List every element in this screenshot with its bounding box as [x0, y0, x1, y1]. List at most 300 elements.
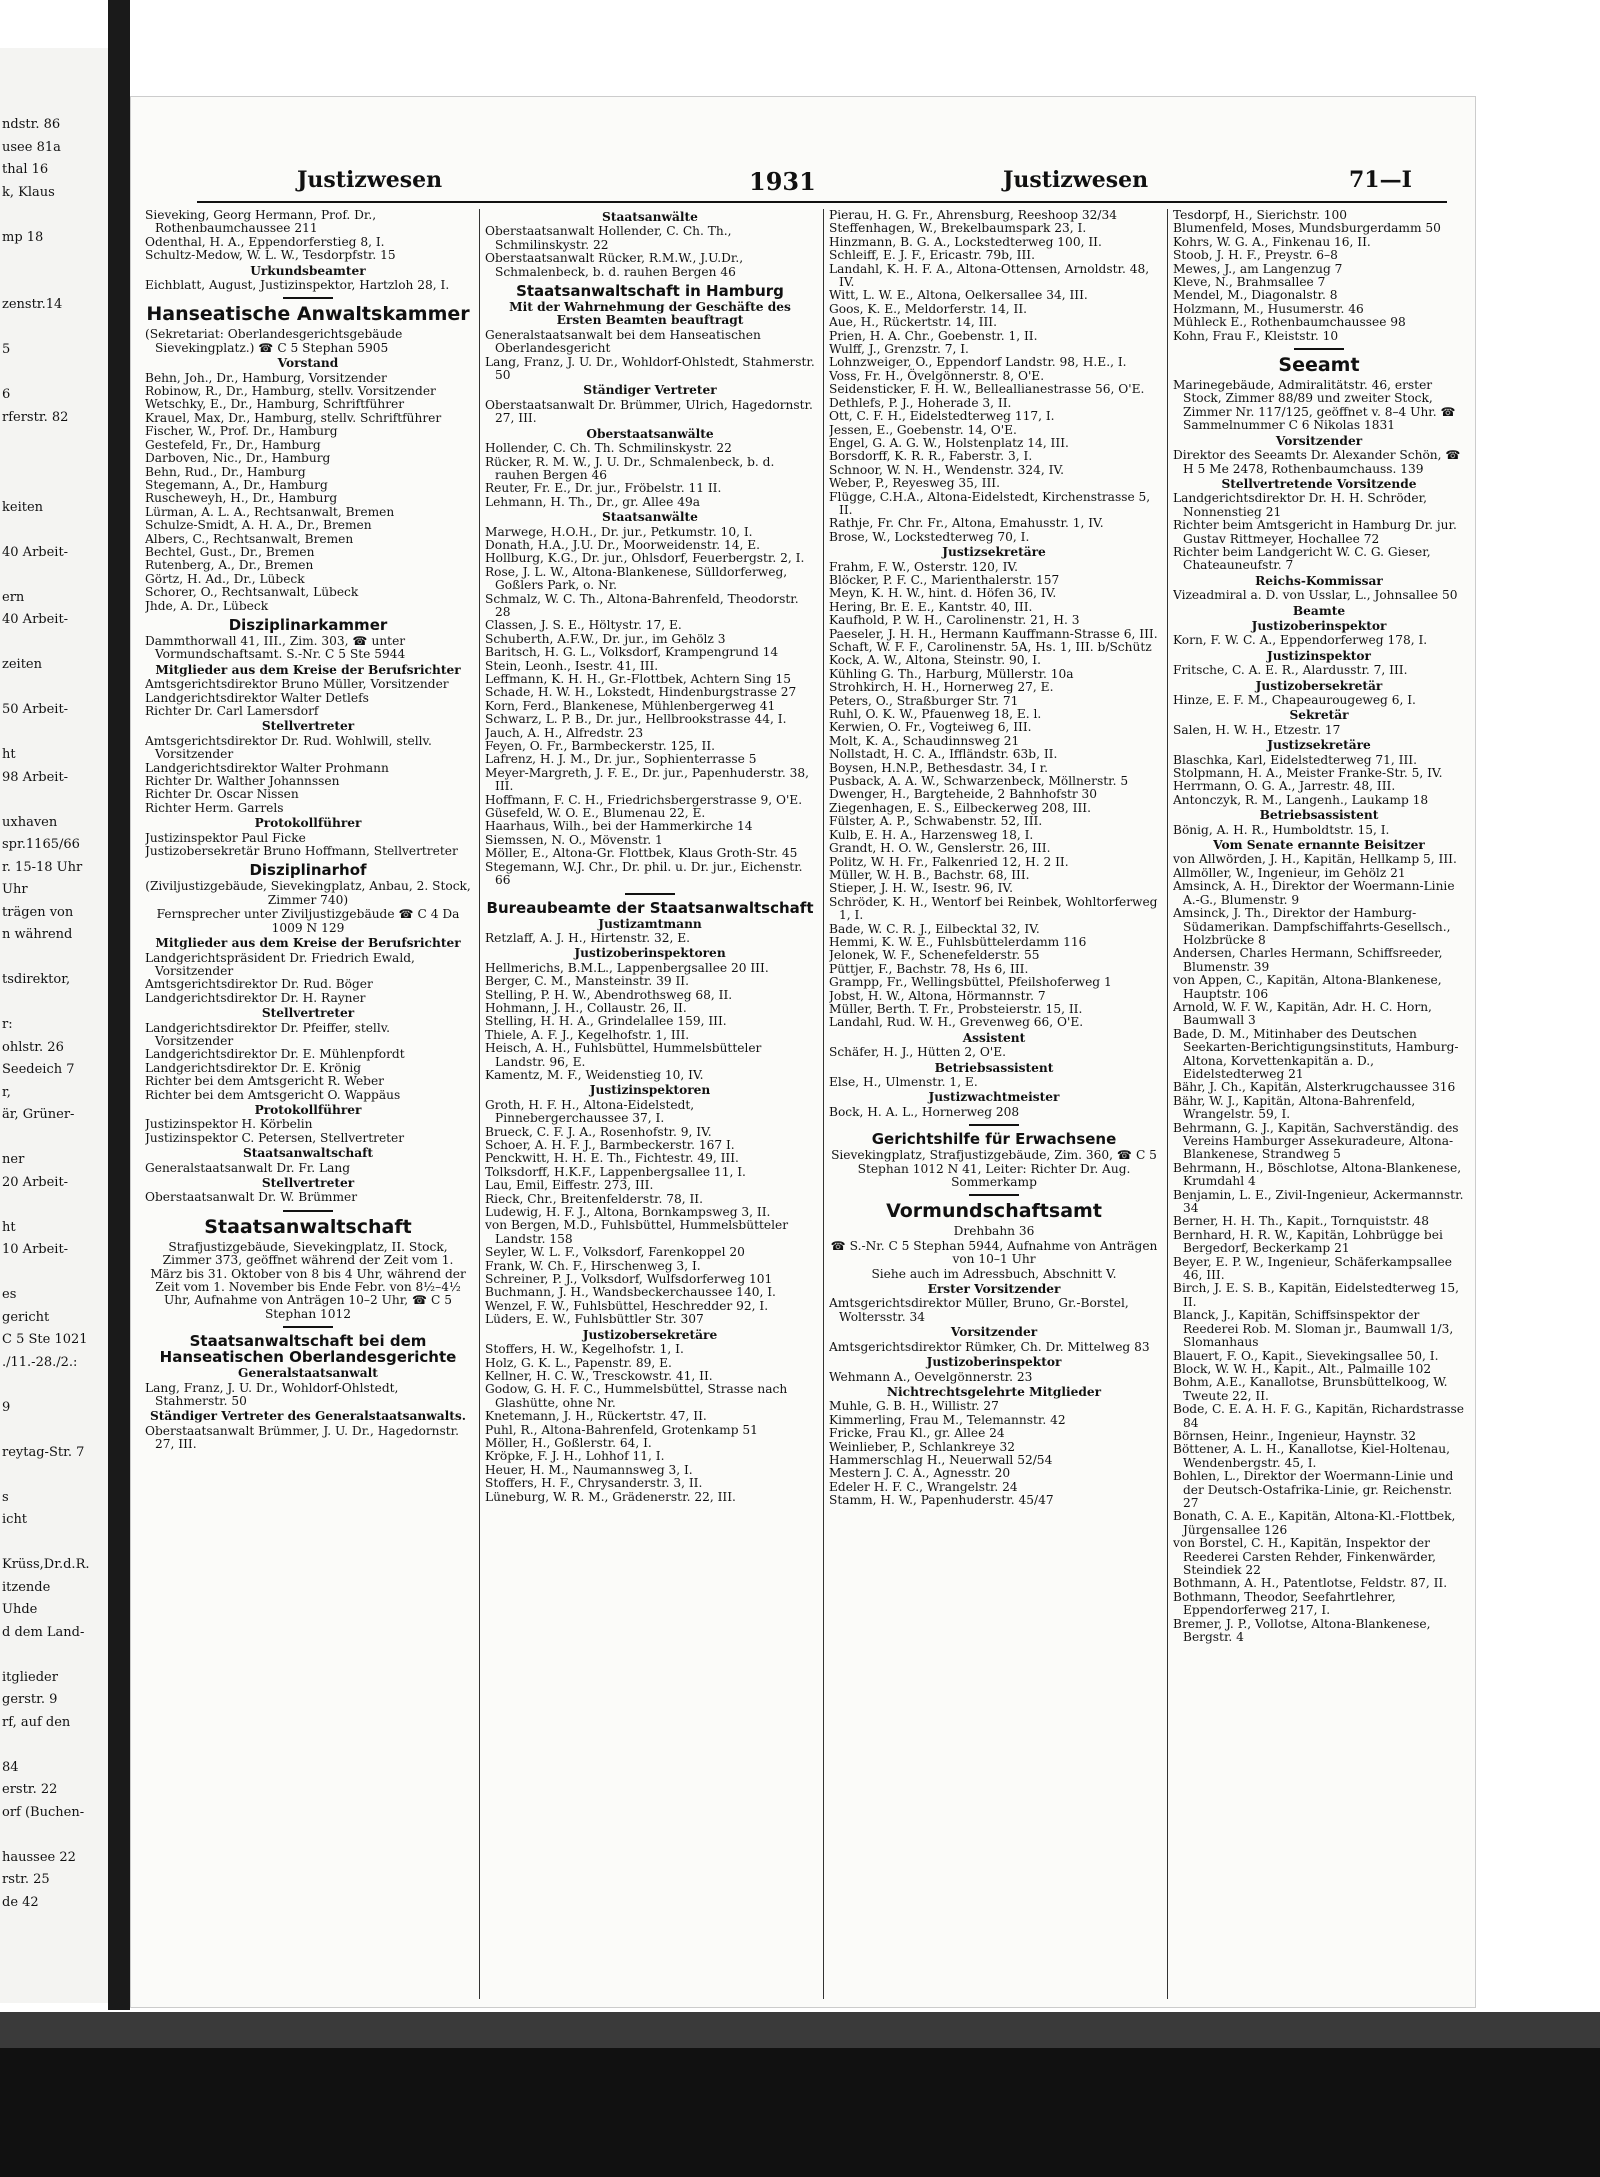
directory-entry: Generalstaatsanwalt Dr. Fr. Lang: [145, 1160, 351, 1175]
scan-border: [0, 2048, 1600, 2177]
directory-entry: Möller, E., Altona-Gr. Flottbek, Klaus Groth-Str. 45: [485, 846, 798, 861]
directory-entry: Justizinspektor H. Körbelin: [145, 1117, 313, 1132]
directory-entry: Bernhard, H. R. W., Kapitän, Lohbrügge bei Bergedorf, Beckerkamp 21: [1173, 1227, 1443, 1256]
left-page-line: itzende: [2, 1579, 51, 1595]
subheading: Justizsekretäre: [1267, 738, 1371, 753]
directory-entry: Richter beim Landgericht W. C. G. Gieser, Chateauneufstr. 7: [1173, 544, 1431, 573]
left-page-line: 98 Arbeit-: [2, 769, 69, 785]
subheading: Ständiger Vertreter: [583, 383, 717, 398]
directory-entry: Mendel, M., Diagonalstr. 8: [1173, 288, 1338, 303]
directory-entry: Lehmann, H. Th., Dr., gr. Allee 49a: [485, 494, 700, 509]
directory-entry: Molt, K. A., Schaudinnsweg 21: [829, 733, 1020, 748]
directory-entry: Bock, H. A. L., Hornerweg 208: [829, 1104, 1020, 1119]
directory-entry: Rieck, Chr., Breitenfelderstr. 78, II.: [485, 1191, 703, 1206]
subheading: Stellvertreter: [261, 719, 355, 734]
book-gutter: [108, 0, 130, 2010]
directory-entry: Hohmann, J. H., Collaustr. 26, II.: [485, 1000, 687, 1015]
directory-entry: Richter Herm. Garrels: [145, 800, 284, 815]
directory-entry: Wetschky, E., Dr., Hamburg, Schriftführer: [145, 397, 405, 412]
directory-entry: Richter Dr. Oscar Nissen: [145, 787, 299, 802]
directory-entry: Witt, L. W. E., Altona, Oelkersallee 34, III.: [829, 288, 1088, 303]
directory-entry: Robinow, R., Dr., Hamburg, stellv. Vorsitzender: [145, 384, 436, 399]
directory-entry: Stoffers, H. W., Kegelhofstr. 1, I.: [485, 1342, 684, 1357]
left-page-line: mp 18: [2, 229, 44, 245]
left-page-line: rf, auf den: [2, 1714, 71, 1730]
directory-entry: Borsdorff, K. R. R., Faberstr. 3, I.: [829, 449, 1033, 464]
directory-entry: Thiele, A. F. J., Kegelhofstr. 1, III.: [485, 1027, 690, 1042]
section-heading: Disziplinarhof: [249, 861, 367, 880]
subheading: Mitglieder aus dem Kreise der Berufsrichter: [155, 662, 461, 677]
directory-entry: Kröpke, F. J. H., Lohhof 11, I.: [485, 1449, 665, 1464]
subheading: Ständiger Vertreter des Generalstaatsanwalts.: [149, 1409, 467, 1424]
directory-entry: Gestefeld, Fr., Dr., Hamburg: [145, 437, 321, 452]
directory-entry: Prien, H. A. Chr., Goebenstr. 1, II.: [829, 328, 1038, 343]
subheading: Protokollführer: [254, 1102, 362, 1117]
directory-entry: Tolksdorff, H.K.F., Lappenbergsallee 11, I.: [485, 1164, 746, 1179]
directory-entry: Frank, W. Ch. F., Hirschenweg 3, I.: [485, 1258, 701, 1273]
directory-entry: Else, H., Ulmenstr. 1, E.: [829, 1075, 978, 1089]
directory-entry: Behrmann, G. J., Kapitän, Sachverständig. des Vereins Hamburger Assekuradeure, Altona-Blankenese, Strandweg 5: [1173, 1120, 1459, 1162]
directory-entry: Müller, W. H. B., Bachstr. 68, III.: [829, 867, 1030, 882]
directory-entry: Stoob, J. H. F., Preystr. 6–8: [1173, 248, 1338, 263]
subheading: Mit der Wahrnehmung der Geschäfte des Ersten Beamten beauftragt: [509, 300, 791, 328]
directory-entry: Brose, W., Lockstedterweg 70, I.: [829, 529, 1030, 544]
left-page-line: 9: [2, 1399, 11, 1415]
column-divider: [823, 209, 824, 1999]
left-page-line: uxhaven: [2, 814, 58, 830]
subheading: Staatsanwälte: [602, 510, 698, 525]
subheading: Oberstaatsanwälte: [586, 426, 714, 441]
directory-entry: Kellner, H. C. W., Tresckowstr. 41, II.: [485, 1368, 713, 1383]
directory-entry: Landgerichtsdirektor Walter Prohmann: [145, 760, 389, 775]
left-page-line: n während: [2, 927, 73, 942]
directory-entry: Direktor des Seeamts Dr. Alexander Schön, ☎ H 5 Me 2478, Rothenbaumchauss. 139: [1173, 448, 1461, 476]
directory-entry: Lüders, E. W., Fuhlsbüttler Str. 307: [485, 1312, 704, 1327]
directory-entry: Feyen, O. Fr., Barmbeckerstr. 125, II.: [485, 739, 716, 754]
directory-entry: Güsefeld, W. O. E., Blumenau 22, E.: [485, 806, 706, 821]
column-1: [145, 209, 471, 1999]
directory-entry: Fritsche, C. A. E. R., Alardusstr. 7, III.: [1173, 663, 1408, 678]
subheading: Justizsekretäre: [942, 545, 1046, 560]
directory-entry: Arnold, W. F. W., Kapitän, Adr. H. C. Horn, Baumwall 3: [1173, 999, 1432, 1028]
left-page-line: Krüss,Dr.d.R.: [2, 1557, 90, 1572]
directory-entry: Lüneburg, W. R. M., Grädenerstr. 22, III.: [485, 1489, 736, 1504]
subheading: Mitglieder aus dem Kreise der Berufsrichter: [155, 936, 461, 951]
directory-entry: Stegemann, W.J. Chr., Dr. phil. u. Dr. jur., Eichenstr. 66: [485, 859, 803, 888]
directory-entry: Vizeadmiral a. D. von Usslar, L., Johnsallee 50: [1173, 588, 1458, 603]
directory-entry: Ruhl, O. K. W., Pfauenweg 18, E. l.: [829, 707, 1042, 722]
directory-entry: Meyn, K. H. W., hint. d. Höfen 36, IV.: [829, 586, 1057, 601]
directory-entry: Fischer, W., Prof. Dr., Hamburg: [145, 424, 338, 439]
left-page-line: ner: [2, 1152, 25, 1167]
subheading: Stellvertreter: [261, 1176, 355, 1190]
directory-entry: Flügge, C.H.A., Altona-Eidelstedt, Kirchenstrasse 5, II.: [829, 489, 1151, 517]
directory-entry: Reuter, Fr. E., Dr. jur., Fröbelstr. 11 II.: [485, 481, 722, 496]
directory-entry: Stelling, H. H. A., Grindelallee 159, III.: [485, 1014, 727, 1029]
left-page-line: gerstr. 9: [2, 1692, 58, 1707]
directory-entry: Richter Dr. Walther Johannssen: [145, 774, 340, 789]
directory-entry: Richter Dr. Carl Lamersdorf: [145, 704, 319, 718]
left-page-line: 10 Arbeit-: [2, 1242, 69, 1257]
directory-entry: Strohkirch, H. H., Hornerweg 27, E.: [829, 680, 1054, 695]
left-page-fragment: [0, 48, 118, 2003]
column-4: [1173, 209, 1465, 1999]
section-heading: Disziplinarkammer: [228, 615, 388, 634]
directory-entry: Muhle, G. B. H., Willistr. 27: [829, 1399, 999, 1414]
directory-entry: Behn, Joh., Dr., Hamburg, Vorsitzender: [145, 370, 387, 385]
subheading: Vom Senate ernannte Beisitzer: [1213, 838, 1425, 853]
directory-entry: Justizobersekretär Bruno Hoffmann, Stellvertreter: [145, 844, 458, 859]
directory-entry: von Appen, C., Kapitän, Altona-Blankenese, Hauptstr. 106: [1173, 973, 1442, 1001]
directory-entry: Meyer-Margreth, J. F. E., Dr. jur., Papenhuderstr. 38, III.: [485, 765, 809, 794]
directory-entry: Müller, Berth. T. Fr., Probsteierstr. 15, II.: [829, 1001, 1083, 1016]
directory-entry: Herrmann, O. G. A., Jarrestr. 48, III.: [1173, 779, 1396, 794]
directory-entry: Odenthal, H. A., Eppendorferstieg 8, I.: [145, 234, 385, 249]
left-page-line: d dem Land-: [2, 1624, 85, 1640]
directory-entry: Peters, O., Straßburger Str. 71: [829, 693, 1019, 708]
directory-entry: Schreiner, P. J., Volksdorf, Wulfsdorferweg 101: [485, 1272, 773, 1287]
left-page-line: itglieder: [2, 1669, 58, 1685]
subheading: Vorsitzender: [1275, 433, 1363, 448]
directory-entry: Hinzmann, B. G. A., Lockstedterweg 100, II.: [829, 234, 1102, 249]
directory-entry: Oberstaatsanwalt Dr. W. Brümmer: [145, 1190, 358, 1205]
scan-shadow: [0, 2012, 1600, 2048]
directory-entry: Schröder, K. H., Wentorf bei Reinbek, Wohltorferweg 1, I.: [829, 894, 1158, 923]
directory-entry: Jelonek, W. F., Schenefelderstr. 55: [829, 948, 1040, 963]
directory-entry: Generalstaatsanwalt bei dem Hanseatischen Oberlandesgericht: [485, 327, 761, 356]
left-page-line: zenstr.14: [2, 297, 63, 312]
directory-entry: Engel, G. A. G. W., Holstenplatz 14, III.: [829, 435, 1069, 450]
section-note: (Ziviljustizgebäude, Sievekingplatz, Anbau, 2. Stock, Zimmer 740): [145, 879, 471, 907]
directory-entry: Bonath, C. A. E., Kapitän, Altona-Kl.-Flottbek, Jürgensallee 126: [1173, 1509, 1456, 1537]
directory-entry: Kohrs, W. G. A., Finkenau 16, II.: [1173, 234, 1371, 249]
directory-entry: Görtz, H. Ad., Dr., Lübeck: [145, 571, 305, 586]
directory-entry: Landgerichtsdirektor Walter Detlefs: [145, 690, 369, 705]
directory-entry: Kaufhold, P. W. H., Carolinenstr. 21, H. 3: [829, 613, 1080, 628]
directory-entry: Hammerschlag H., Neuerwall 52/54: [829, 1452, 1053, 1467]
section-divider: [283, 1326, 333, 1328]
directory-entry: Kerwien, O. Fr., Vogteiweg 6, III.: [829, 720, 1032, 735]
subheading: Staatsanwaltschaft: [242, 1146, 374, 1161]
directory-entry: Püttjer, F., Bachstr. 78, Hs 6, III.: [829, 961, 1029, 976]
directory-entry: Heuer, H. M., Naumannsweg 3, I.: [485, 1462, 693, 1477]
directory-entry: Landgerichtsdirektor Dr. Pfeiffer, stellv. Vorsitzender: [145, 1020, 391, 1048]
directory-entry: Schwarz, L. P. B., Dr. jur., Hellbrookstrasse 44, I.: [485, 712, 787, 727]
directory-entry: Hollburg, K.G., Dr. jur., Ohlsdorf, Feuerbergstr. 2, I.: [485, 551, 805, 566]
directory-entry: Amtsgerichtsdirektor Rümker, Ch. Dr. Mittelweg 83: [829, 1339, 1150, 1354]
section-heading: Bureaubeamte der Staatsanwaltschaft: [486, 898, 814, 917]
left-page-line: Seedeich 7: [2, 1062, 75, 1077]
directory-entry: Darboven, Nic., Dr., Hamburg: [145, 451, 331, 466]
left-page-line: ern: [2, 589, 25, 605]
subheading: Stellvertretende Vorsitzende: [1221, 476, 1417, 491]
directory-entry: Groth, H. F. H., Altona-Eidelstedt, Pinnebergerchaussee 37, I.: [485, 1097, 695, 1126]
subheading: Vorstand: [277, 356, 339, 371]
subheading: Assistent: [962, 1030, 1026, 1045]
directory-entry: Schulze-Smidt, A. H. A., Dr., Bremen: [145, 518, 372, 533]
directory-entry: Grampp, Fr., Wellingsbüttel, Pfeilshoferweg 1: [829, 975, 1112, 990]
directory-entry: Justizinspektor C. Petersen, Stellvertreter: [145, 1130, 405, 1145]
directory-entry: Landahl, K. H. F. A., Altona-Ottensen, Arnoldstr. 48, IV.: [829, 261, 1150, 290]
directory-entry: Dethlefs, P. J., Hoherade 3, II.: [829, 395, 1012, 410]
directory-entry: Blanck, J., Kapitän, Schiffsinspektor der Reederei Rob. M. Sloman jr., Baumwall 1/3, Slomanhaus: [1173, 1308, 1454, 1350]
directory-entry: Grandt, H. O. W., Genslerstr. 26, III.: [829, 841, 1051, 856]
left-page-line: usee 81a: [2, 139, 61, 155]
directory-entry: Steffenhagen, W., Brekelbaumspark 23, I.: [829, 221, 1087, 236]
directory-entry: Siemssen, N. O., Mövenstr. 1: [485, 832, 663, 847]
directory-entry: Classen, J. S. E., Höltystr. 17, E.: [485, 618, 682, 633]
subheading: Protokollführer: [254, 816, 362, 831]
directory-entry: Richter beim Amtsgericht in Hamburg Dr. jur. Gustav Rittmeyer, Hochallee 72: [1173, 518, 1457, 546]
directory-entry: Berner, H. H. Th., Kapit., Tornquiststr. 48: [1173, 1214, 1430, 1229]
directory-page: [130, 96, 1476, 2008]
directory-entry: Justizinspektor Paul Ficke: [145, 830, 306, 845]
directory-entry: Bothmann, Theodor, Seefahrtlehrer, Eppendorferweg 217, I.: [1173, 1589, 1396, 1618]
directory-entry: Blöcker, P. F. C., Marienthalerstr. 157: [829, 572, 1060, 587]
directory-entry: Kock, A. W., Altona, Steinstr. 90, I.: [829, 653, 1041, 668]
directory-entry: Fülster, A. P., Schwabenstr. 52, III.: [829, 814, 1043, 829]
directory-entry: Allmöller, W., Ingenieur, im Gehölz 21: [1173, 865, 1406, 880]
directory-entry: Block, W. W. H., Kapit., Alt., Palmaille 102: [1173, 1361, 1432, 1376]
directory-entry: Kohn, Frau F., Kleiststr. 10: [1173, 328, 1339, 343]
directory-entry: Bähr, W. J., Kapitän, Altona-Bahrenfeld, Wrangelstr. 59, I.: [1173, 1093, 1416, 1122]
left-page-line: de 42: [2, 1894, 39, 1910]
directory-entry: Albers, C., Rechtsanwalt, Bremen: [145, 531, 354, 546]
directory-entry: Schaft, W. F. F., Carolinenstr. 5A, Hs. 1, III. b/Schütz: [829, 640, 1152, 654]
left-page-line: 6: [2, 387, 11, 402]
directory-entry: Holzmann, M., Husumerstr. 46: [1173, 301, 1364, 316]
left-page-line: r. 15-18 Uhr: [2, 859, 83, 875]
left-page-line: 84: [2, 1759, 19, 1775]
directory-entry: Goos, K. E., Meldorferstr. 14, II.: [829, 301, 1028, 316]
header-year: 1931: [749, 167, 816, 196]
section-divider: [283, 297, 333, 299]
directory-entry: Nollstadt, H. C. A., Iffländstr. 63b, II.: [829, 747, 1058, 762]
directory-entry: Oberstaatsanwalt Hollender, C. Ch. Th., Schmilinskystr. 22: [485, 224, 732, 252]
directory-entry: Schorer, O., Rechtsanwalt, Lübeck: [145, 585, 359, 600]
left-page-line: reytag-Str. 7: [2, 1444, 85, 1460]
left-page-line: keiten: [2, 499, 44, 515]
directory-entry: Frahm, F. W., Osterstr. 120, IV.: [829, 559, 1018, 574]
directory-entry: Blumenfeld, Moses, Mundsburgerdamm 50: [1173, 221, 1441, 236]
left-page-line: 50 Arbeit-: [2, 702, 69, 717]
directory-entry: Holz, G. K. L., Papenstr. 89, E.: [485, 1355, 672, 1370]
subheading: Reichs-Kommissar: [1255, 573, 1383, 588]
directory-entry: Amsinck, A. H., Direktor der Woermann-Linie A.-G., Blumenstr. 9: [1173, 879, 1455, 907]
column-3: [829, 209, 1159, 1999]
directory-entry: Landgerichtsdirektor Dr. H. H. Schröder, Nonnenstieg 21: [1173, 491, 1427, 519]
directory-entry: Lau, Emil, Eiffestr. 273, III.: [485, 1178, 654, 1193]
directory-entry: Amtsgerichtsdirektor Müller, Bruno, Gr.-Borstel, Woltersstr. 34: [829, 1296, 1129, 1324]
directory-entry: Oberstaatsanwalt Dr. Brümmer, Ulrich, Hagedornstr. 27, III.: [485, 397, 813, 426]
subheading: Sekretär: [1289, 708, 1349, 723]
directory-entry: Stein, Leonh., Isestr. 41, III.: [485, 658, 659, 673]
directory-entry: Sieveking, Georg Hermann, Prof. Dr., Rothenbaumchaussee 211: [145, 209, 377, 236]
directory-entry: Stoffers, H. F., Chrysanderstr. 3, II.: [485, 1476, 703, 1491]
directory-entry: Behrmann, H., Böschlotse, Altona-Blankenese, Krumdahl 4: [1173, 1160, 1462, 1189]
directory-entry: Bähr, J. Ch., Kapitän, Alsterkrugchaussee 316: [1173, 1080, 1456, 1095]
left-page-line: ht: [2, 747, 16, 762]
directory-entry: Kamentz, M. F., Weidenstieg 10, IV.: [485, 1067, 704, 1082]
directory-entry: Godow, G. H. F. C., Hummelsbüttel, Strasse nach Glashütte, ohne Nr.: [485, 1382, 788, 1410]
directory-entry: Birch, J. E. S. B., Kapitän, Eidelstedterweg 15, II.: [1173, 1281, 1460, 1309]
subheading: Betriebsassistent: [1259, 808, 1379, 823]
section-note: Fernsprecher unter Ziviljustizgebäude ☎ C 4 Da 1009 N 129: [156, 907, 460, 935]
directory-entry: Lang, Franz, J. U. Dr., Wohldorf-Ohlstedt, Stahmerstr. 50: [145, 1380, 399, 1409]
left-page-line: rferstr. 82: [2, 409, 69, 425]
section-divider: [969, 1194, 1019, 1196]
column-divider: [479, 209, 480, 1999]
directory-entry: Puhl, R., Altona-Bahrenfeld, Grotenkamp 51: [485, 1422, 758, 1437]
directory-entry: Bohm, A.E., Kanallotse, Brunsbüttelkoog, W. Tweute 22, II.: [1173, 1375, 1448, 1403]
directory-entry: Rathje, Fr. Chr. Fr., Altona, Emahusstr. 1, IV.: [829, 516, 1104, 531]
directory-entry: Edeler H. F. C., Wrangelstr. 24: [829, 1479, 1018, 1494]
left-page-line: ht: [2, 1219, 16, 1235]
directory-entry: Kühling G. Th., Harburg, Müllerstr. 10a: [829, 666, 1074, 681]
left-page-line: s: [2, 1489, 9, 1505]
header-rule: [197, 201, 1447, 203]
directory-entry: Donath, H.A., J.U. Dr., Moorweidenstr. 14, E.: [485, 537, 761, 552]
left-page-line: ohlstr. 26: [2, 1039, 64, 1055]
directory-entry: von Borstel, C. H., Kapitän, Inspektor der Reederei Carsten Rehder, Finkenwärder, Steindiek 22: [1173, 1536, 1436, 1577]
directory-entry: Berger, C. M., Mansteinstr. 39 II.: [485, 974, 689, 989]
directory-entry: Kimmerling, Frau M., Telemannstr. 42: [829, 1412, 1066, 1427]
directory-entry: Bremer, J. P., Vollotse, Altona-Blankenese, Bergstr. 4: [1173, 1616, 1431, 1645]
directory-entry: Landgerichtspräsident Dr. Friedrich Ewald, Vorsitzender: [145, 950, 415, 978]
subheading: Generalstaatsanwalt: [238, 1366, 378, 1381]
subheading: Erster Vorsitzender: [927, 1282, 1061, 1297]
section-heading: Staatsanwaltschaft in Hamburg: [516, 282, 784, 301]
directory-entry: Buchmann, J. H., Wandsbeckerchaussee 140, I.: [485, 1285, 776, 1300]
left-page-line: ndstr. 86: [2, 117, 61, 132]
directory-entry: Landahl, Rud. W. H., Grevenweg 66, O'E.: [829, 1015, 1084, 1030]
directory-entry: Baritsch, H. G. L., Volksdorf, Krampengrund 14: [485, 645, 779, 660]
left-page-line: spr.1165/66: [2, 837, 80, 852]
subheading: Betriebsassistent: [934, 1060, 1054, 1075]
directory-entry: Tesdorpf, H., Sierichstr. 100: [1173, 209, 1347, 222]
directory-entry: Stegemann, A., Dr., Hamburg: [145, 477, 328, 492]
section-note: Drehbahn 36: [953, 1224, 1035, 1239]
directory-entry: Antonczyk, R. M., Langenh., Laukamp 18: [1173, 792, 1429, 807]
directory-entry: Landgerichtsdirektor Dr. H. Rayner: [145, 990, 366, 1005]
left-page-line: 5: [2, 342, 11, 357]
directory-entry: Schäfer, H. J., Hütten 2, O'E.: [829, 1045, 1007, 1060]
directory-entry: Voss, Fr. H., Övelgönnerstr. 8, O'E.: [829, 368, 1045, 383]
directory-entry: Börnsen, Heinr., Ingenieur, Haynstr. 32: [1173, 1428, 1416, 1443]
directory-entry: Hering, Br. E. E., Kantstr. 40, III.: [829, 599, 1033, 614]
directory-entry: Knetemann, J. H., Rückertstr. 47, II.: [485, 1409, 707, 1424]
directory-entry: Hoffmann, F. C. H., Friedrichsbergerstrasse 9, O'E.: [485, 792, 803, 807]
directory-entry: Retzlaff, A. J. H., Hirtenstr. 32, E.: [485, 930, 691, 945]
directory-entry: Richter bei dem Amtsgericht O. Wappäus: [145, 1087, 401, 1102]
section-divider: [625, 893, 675, 895]
directory-entry: Schmalz, W. C. Th., Altona-Bahrenfeld, Theodorstr. 28: [485, 591, 799, 619]
directory-entry: Hollender, C. Ch. Th. Schmilinskystr. 22: [485, 441, 732, 456]
subheading: Staatsanwälte: [602, 210, 698, 224]
directory-entry: Dwenger, H., Bargteheide, 2 Bahnhofstr 30: [829, 787, 1098, 802]
left-page-line: gericht: [2, 1309, 50, 1325]
directory-entry: Stamm, H. W., Papenhuderstr. 45/47: [829, 1493, 1054, 1508]
section-heading: Gerichtshilfe für Erwachsene: [871, 1130, 1117, 1149]
directory-entry: Amsinck, J. Th., Direktor der Hamburg-Südamerikan. Dampfschiffahrts-Gesellsch., Holzbrücke 8: [1173, 906, 1451, 947]
left-page-line: zeiten: [2, 657, 42, 672]
section-title: Seeamt: [1278, 354, 1360, 377]
left-page-line: k, Klaus: [2, 184, 55, 200]
directory-entry: Hemmi, K. W. E., Fuhlsbüttelerdamm 116: [829, 934, 1087, 949]
left-page-line: es: [2, 1287, 17, 1302]
section-title: Vormundschaftsamt: [886, 1200, 1102, 1223]
section-title: Staatsanwaltschaft: [204, 1215, 412, 1238]
directory-entry: Andersen, Charles Hermann, Schiffsreeder, Blumenstr. 39: [1173, 946, 1443, 974]
left-page-line: rstr. 25: [2, 1872, 50, 1887]
directory-entry: Aue, H., Rückertstr. 14, III.: [829, 315, 997, 330]
directory-entry: Schoer, A. H. F. J., Barmbeckerstr. 167 I.: [485, 1138, 735, 1152]
subheading: Justizoberinspektor: [1251, 618, 1387, 633]
directory-entry: Lang, Franz, J. U. Dr., Wohldorf-Ohlstedt, Stahmerstr. 50: [485, 354, 815, 383]
directory-entry: Politz, W. H. Fr., Falkenried 12, H. 2 II.: [829, 854, 1069, 869]
directory-entry: Lohnzweiger, O., Eppendorf Landstr. 98, H.E., I.: [829, 355, 1127, 370]
directory-entry: Brueck, C. F. J. A., Rosenhofstr. 9, IV.: [485, 1124, 712, 1139]
directory-entry: Schuberth, A.F.W., Dr. jur., im Gehölz 3: [485, 631, 726, 646]
directory-entry: Jhde, A. Dr., Lübeck: [145, 598, 269, 613]
page-number: 71—I: [1349, 167, 1412, 193]
subheading: Justizobersekretäre: [582, 1327, 718, 1342]
directory-entry: Pusback, A. A. W., Schwarzenbeck, Möllnerstr. 5: [829, 774, 1129, 789]
left-page-line: C 5 Ste 1021: [2, 1332, 88, 1347]
left-page-line: 40 Arbeit-: [2, 544, 69, 560]
directory-entry: Rose, J. L. W., Altona-Blankenese, Sülldorferweg, Goßlers Park, o. Nr.: [485, 564, 788, 593]
directory-entry: Fricke, Frau Kl., gr. Allee 24: [829, 1426, 1005, 1441]
directory-entry: Bode, C. E. A. H. F. G., Kapitän, Richardstrasse 84: [1173, 1402, 1464, 1430]
directory-entry: Hellmerichs, B.M.L., Lappenbergsallee 20 III.: [485, 960, 769, 975]
directory-entry: Beyer, E. P. W., Ingenieur, Schäferkampsallee 46, III.: [1173, 1254, 1452, 1283]
subheading: Justizoberinspektoren: [574, 946, 726, 961]
directory-entry: von Bergen, M.D., Fuhlsbüttel, Hummelsbütteler Landstr. 158: [485, 1218, 789, 1246]
running-header: [201, 167, 1441, 197]
subheading: Stellvertreter: [261, 1006, 355, 1021]
directory-entry: Schnoor, W. N. H., Wendenstr. 324, IV.: [829, 462, 1065, 477]
directory-entry: Kulb, E. H. A., Harzensweg 18, I.: [829, 827, 1034, 842]
directory-entry: von Allwörden, J. H., Kapitän, Hellkamp 5, III.: [1173, 852, 1457, 867]
directory-entry: Mühleck E., Rothenbaumchaussee 98: [1173, 315, 1406, 330]
directory-entry: Ott, C. F. H., Eidelstedterweg 117, I.: [829, 409, 1055, 424]
directory-entry: Weber, P., Reyesweg 35, III.: [829, 476, 1000, 491]
directory-entry: Richter bei dem Amtsgericht R. Weber: [145, 1074, 384, 1089]
directory-entry: Stolpmann, H. A., Meister Franke-Str. 5, IV.: [1173, 766, 1443, 781]
left-page-line: trägen von: [2, 904, 74, 920]
left-page-line: Uhr: [2, 882, 28, 897]
header-right: Justizwesen: [1003, 167, 1149, 193]
section-divider: [1294, 348, 1344, 350]
section-heading: Staatsanwaltschaft bei dem Hanseatischen Oberlandesgerichte: [159, 1332, 457, 1367]
directory-entry: Mewes, J., am Langenzug 7: [1173, 261, 1343, 276]
left-page-line: tsdirektor,: [2, 972, 71, 987]
directory-entry: Möller, H., Goßlerstr. 64, I.: [485, 1435, 652, 1450]
directory-entry: Jauch, A. H., Alfredstr. 23: [485, 725, 644, 740]
directory-entry: Salen, H. W. H., Etzestr. 17: [1173, 722, 1341, 737]
left-page-line: 40 Arbeit-: [2, 612, 69, 627]
left-page-line: ./11.-28./2.:: [2, 1354, 78, 1370]
directory-entry: Wulff, J., Grenzstr. 7, I.: [829, 342, 969, 357]
section-title: Hanseatische Anwaltskammer: [146, 303, 470, 326]
section-note: Sievekingplatz, Strafjustizgebäude, Zim. 360, ☎ C 5 Stephan 1012 N 41, Leiter: Richter Dr. Aug. Sommerkamp: [831, 1148, 1157, 1190]
directory-entry: Stelling, P. H. W., Abendrothsweg 68, II.: [485, 987, 733, 1002]
directory-entry: Lafrenz, H. J. M., Dr. jur., Sophienterrasse 5: [485, 752, 757, 767]
directory-entry: Bade, D. M., Mitinhaber des Deutschen Seekarten-Berichtigungsinstituts, Hamburg-Altona, Korvettenkapitän a. D., Eidelstedterweg 21: [1173, 1026, 1459, 1081]
directory-entry: Bothmann, A. H., Patentlotse, Feldstr. 87, II.: [1173, 1576, 1448, 1591]
section-divider: [283, 1210, 333, 1212]
subheading: Justizamtmann: [598, 916, 702, 931]
